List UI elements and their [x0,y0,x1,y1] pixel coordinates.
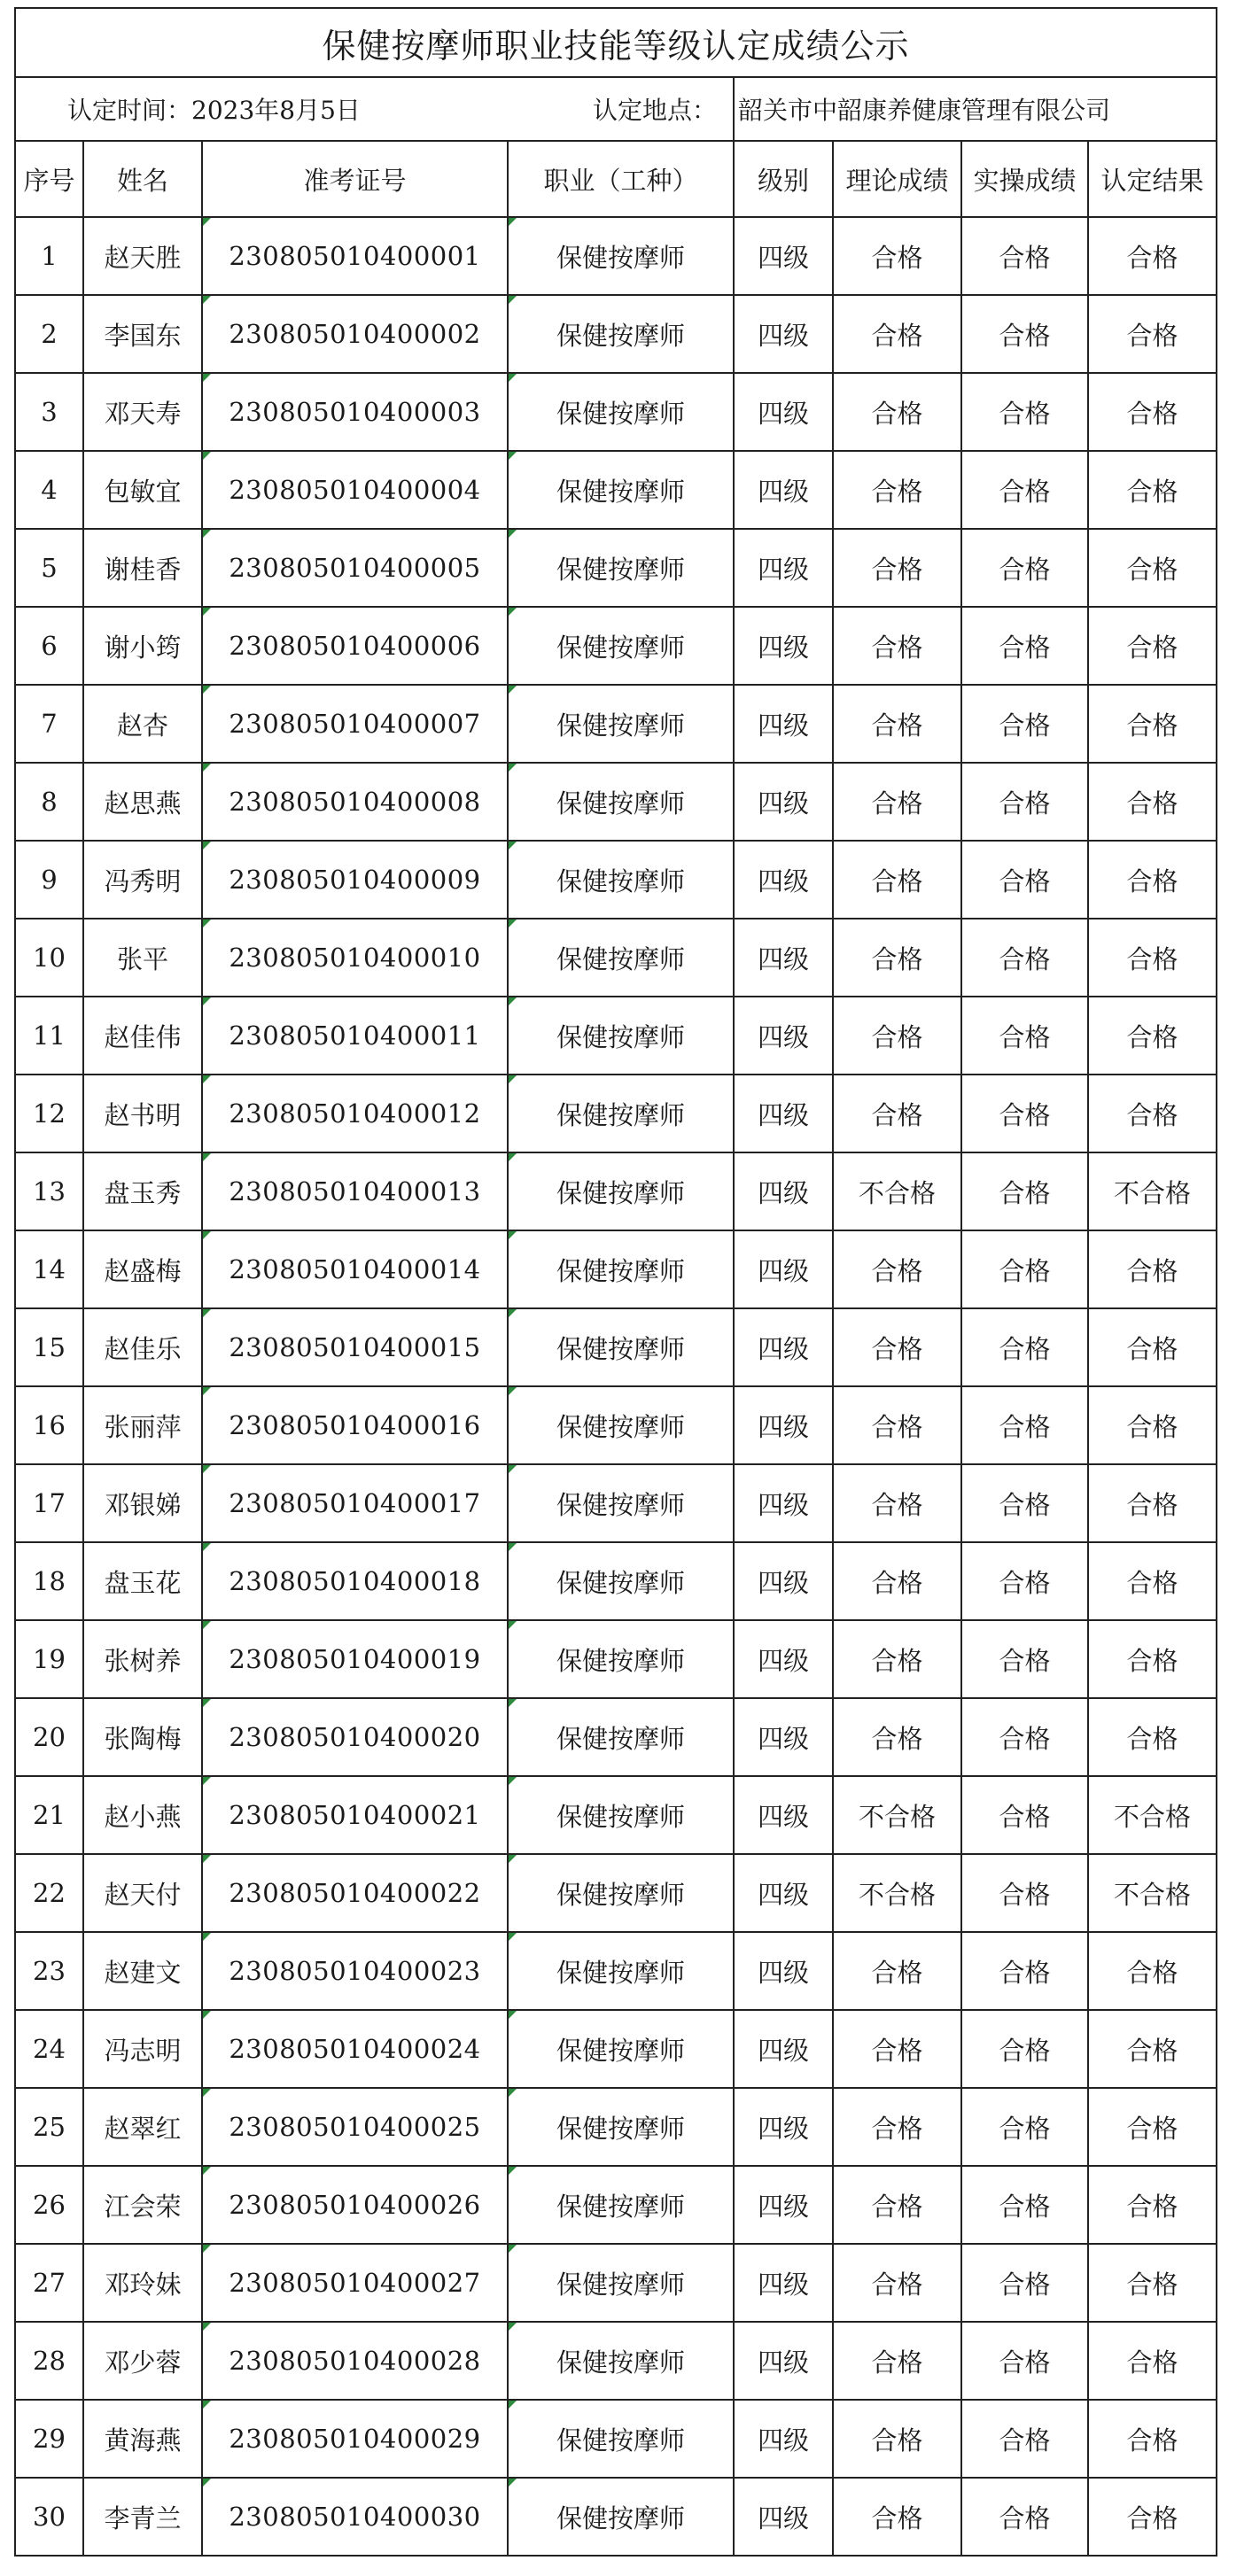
cell-occupation: 保健按摩师 [508,1230,734,1308]
cell-name: 邓银娣 [83,1464,202,1542]
cell-practical-score: 合格 [961,2010,1088,2088]
cell-result: 合格 [1088,607,1217,685]
cell-index: 13 [15,1152,83,1230]
cell-level: 四级 [734,1230,833,1308]
cell-level: 四级 [734,685,833,763]
cell-exam-number: 230805010400013 [202,1152,508,1230]
table-row [15,1542,1217,1620]
cell-exam-number: 230805010400030 [202,2478,508,2556]
cell-level: 四级 [734,2400,833,2478]
header-practical-score: 实操成绩 [961,141,1088,217]
page-title: 保健按摩师职业技能等级认定成绩公示 [15,8,1217,77]
cell-index: 29 [15,2400,83,2478]
cell-name: 黄海燕 [83,2400,202,2478]
cell-theory-score: 合格 [833,2244,961,2322]
cell-practical-score: 合格 [961,1854,1088,1932]
cell-practical-score: 合格 [961,1932,1088,2010]
cell-exam-number: 230805010400028 [202,2322,508,2400]
cell-result: 合格 [1088,997,1217,1075]
cell-practical-score: 合格 [961,1464,1088,1542]
cell-name: 赵翠红 [83,2088,202,2166]
cell-name: 李国东 [83,295,202,373]
cell-occupation: 保健按摩师 [508,607,734,685]
cell-index: 25 [15,2088,83,2166]
cell-exam-number: 230805010400022 [202,1854,508,1932]
cell-exam-number: 230805010400009 [202,841,508,919]
cell-exam-number: 230805010400007 [202,685,508,763]
table-row [15,1698,1217,1776]
cell-practical-score: 合格 [961,1620,1088,1698]
date-value: 2023年8月5日 [191,96,361,125]
cell-exam-number: 230805010400001 [202,217,508,295]
cell-result: 合格 [1088,1542,1217,1620]
cell-index: 1 [15,217,83,295]
cell-index: 5 [15,529,83,607]
table-row [15,2322,1217,2400]
location-label: 认定地点： [593,96,718,125]
cell-practical-score: 合格 [961,373,1088,451]
cell-result: 合格 [1088,2244,1217,2322]
cell-index: 15 [15,1308,83,1386]
cell-occupation: 保健按摩师 [508,2400,734,2478]
cell-practical-score: 合格 [961,1075,1088,1152]
cell-practical-score: 合格 [961,451,1088,529]
cell-result: 合格 [1088,529,1217,607]
cell-name: 邓少蓉 [83,2322,202,2400]
table-row [15,2010,1217,2088]
cell-result: 合格 [1088,2322,1217,2400]
header-index: 序号 [15,141,83,217]
cell-occupation: 保健按摩师 [508,2478,734,2556]
table-row [15,1776,1217,1854]
cell-theory-score: 合格 [833,1308,961,1386]
cell-level: 四级 [734,1932,833,2010]
cell-practical-score: 合格 [961,295,1088,373]
cell-index: 6 [15,607,83,685]
cell-name: 盘玉花 [83,1542,202,1620]
cell-level: 四级 [734,1308,833,1386]
cell-result: 不合格 [1088,1152,1217,1230]
cell-index: 27 [15,2244,83,2322]
cell-practical-score: 合格 [961,1308,1088,1386]
cell-exam-number: 230805010400008 [202,763,508,841]
cell-exam-number: 230805010400006 [202,607,508,685]
cell-name: 谢桂香 [83,529,202,607]
cell-exam-number: 230805010400029 [202,2400,508,2478]
cell-practical-score: 合格 [961,2400,1088,2478]
cell-exam-number: 230805010400002 [202,295,508,373]
cell-result: 合格 [1088,1464,1217,1542]
cell-name: 江会荣 [83,2166,202,2244]
cell-occupation: 保健按摩师 [508,1386,734,1464]
cell-index: 10 [15,919,83,997]
cell-result: 合格 [1088,451,1217,529]
cell-occupation: 保健按摩师 [508,2322,734,2400]
cell-occupation: 保健按摩师 [508,217,734,295]
cell-occupation: 保健按摩师 [508,2244,734,2322]
cell-theory-score: 合格 [833,1075,961,1152]
cell-level: 四级 [734,295,833,373]
cell-theory-score: 合格 [833,529,961,607]
cell-practical-score: 合格 [961,997,1088,1075]
cell-index: 9 [15,841,83,919]
cell-exam-number: 230805010400024 [202,2010,508,2088]
table-row [15,841,1217,919]
cell-name: 张陶梅 [83,1698,202,1776]
cell-theory-score: 合格 [833,1620,961,1698]
cell-result: 合格 [1088,1698,1217,1776]
cell-level: 四级 [734,841,833,919]
cell-result: 合格 [1088,2010,1217,2088]
cell-name: 李青兰 [83,2478,202,2556]
cell-name: 冯秀明 [83,841,202,919]
cell-index: 20 [15,1698,83,1776]
cell-result: 合格 [1088,1230,1217,1308]
cell-level: 四级 [734,2244,833,2322]
date-label: 认定时间： [67,96,192,125]
table-row [15,2400,1217,2478]
cell-theory-score: 合格 [833,841,961,919]
results-table [14,7,1217,2557]
cell-practical-score: 合格 [961,1776,1088,1854]
cell-result: 合格 [1088,2478,1217,2556]
table-row [15,451,1217,529]
cell-name: 赵建文 [83,1932,202,2010]
cell-level: 四级 [734,1386,833,1464]
cell-level: 四级 [734,1464,833,1542]
cell-exam-number: 230805010400027 [202,2244,508,2322]
cell-index: 18 [15,1542,83,1620]
cell-level: 四级 [734,1075,833,1152]
cell-practical-score: 合格 [961,919,1088,997]
cell-level: 四级 [734,1620,833,1698]
cell-name: 赵思燕 [83,763,202,841]
table-row [15,2478,1217,2556]
cell-exam-number: 230805010400020 [202,1698,508,1776]
cell-index: 26 [15,2166,83,2244]
cell-practical-score: 合格 [961,685,1088,763]
cell-exam-number: 230805010400018 [202,1542,508,1620]
cell-practical-score: 合格 [961,217,1088,295]
cell-exam-number: 230805010400015 [202,1308,508,1386]
cell-name: 赵书明 [83,1075,202,1152]
cell-index: 11 [15,997,83,1075]
cell-occupation: 保健按摩师 [508,919,734,997]
cell-name: 赵佳伟 [83,997,202,1075]
cell-theory-score: 不合格 [833,1776,961,1854]
table-row [15,1932,1217,2010]
cell-result: 合格 [1088,295,1217,373]
cell-theory-score: 合格 [833,2088,961,2166]
table-row [15,1854,1217,1932]
cell-index: 4 [15,451,83,529]
header-theory-score: 理论成绩 [833,141,961,217]
table-row [15,2244,1217,2322]
cell-index: 22 [15,1854,83,1932]
cell-exam-number: 230805010400003 [202,373,508,451]
cell-exam-number: 230805010400026 [202,2166,508,2244]
cell-theory-score: 合格 [833,1230,961,1308]
cell-result: 合格 [1088,1386,1217,1464]
cell-level: 四级 [734,2088,833,2166]
cell-level: 四级 [734,1854,833,1932]
cell-theory-score: 不合格 [833,1854,961,1932]
table-row [15,1386,1217,1464]
cell-practical-score: 合格 [961,841,1088,919]
header-result: 认定结果 [1088,141,1217,217]
cell-level: 四级 [734,1698,833,1776]
cell-theory-score: 合格 [833,997,961,1075]
cell-result: 合格 [1088,919,1217,997]
cell-theory-score: 合格 [833,2322,961,2400]
cell-index: 21 [15,1776,83,1854]
cell-practical-score: 合格 [961,2244,1088,2322]
cell-exam-number: 230805010400016 [202,1386,508,1464]
cell-result: 合格 [1088,2166,1217,2244]
cell-theory-score: 合格 [833,763,961,841]
table-row [15,685,1217,763]
cell-occupation: 保健按摩师 [508,685,734,763]
cell-name: 赵小燕 [83,1776,202,1854]
cell-result: 合格 [1088,763,1217,841]
cell-exam-number: 230805010400004 [202,451,508,529]
cell-exam-number: 230805010400012 [202,1075,508,1152]
cell-occupation: 保健按摩师 [508,1542,734,1620]
table-row [15,2166,1217,2244]
cell-occupation: 保健按摩师 [508,451,734,529]
cell-name: 冯志明 [83,2010,202,2088]
cell-practical-score: 合格 [961,1386,1088,1464]
cell-result: 合格 [1088,217,1217,295]
cell-practical-score: 合格 [961,529,1088,607]
cell-exam-number: 230805010400017 [202,1464,508,1542]
cell-theory-score: 合格 [833,685,961,763]
table-row [15,1620,1217,1698]
cell-result: 合格 [1088,685,1217,763]
cell-level: 四级 [734,451,833,529]
cell-occupation: 保健按摩师 [508,841,734,919]
cell-result: 合格 [1088,373,1217,451]
cell-exam-number: 230805010400021 [202,1776,508,1854]
table-row [15,2088,1217,2166]
cell-occupation: 保健按摩师 [508,1932,734,2010]
cell-exam-number: 230805010400025 [202,2088,508,2166]
cell-level: 四级 [734,763,833,841]
cell-theory-score: 合格 [833,373,961,451]
cell-result: 不合格 [1088,1854,1217,1932]
cell-index: 7 [15,685,83,763]
cell-index: 2 [15,295,83,373]
cell-result: 合格 [1088,2400,1217,2478]
cell-index: 3 [15,373,83,451]
cell-occupation: 保健按摩师 [508,763,734,841]
table-row [15,1464,1217,1542]
cell-name: 张树养 [83,1620,202,1698]
cell-level: 四级 [734,529,833,607]
cell-occupation: 保健按摩师 [508,1464,734,1542]
cell-occupation: 保健按摩师 [508,1308,734,1386]
cell-occupation: 保健按摩师 [508,1854,734,1932]
cell-occupation: 保健按摩师 [508,997,734,1075]
cell-occupation: 保健按摩师 [508,2088,734,2166]
table-row [15,1308,1217,1386]
cell-theory-score: 合格 [833,1386,961,1464]
cell-theory-score: 合格 [833,451,961,529]
header-level: 级别 [734,141,833,217]
table-row [15,607,1217,685]
cell-occupation: 保健按摩师 [508,2010,734,2088]
cell-occupation: 保健按摩师 [508,2166,734,2244]
cell-exam-number: 230805010400010 [202,919,508,997]
cell-level: 四级 [734,217,833,295]
cell-level: 四级 [734,2010,833,2088]
cell-occupation: 保健按摩师 [508,529,734,607]
cell-name: 赵盛梅 [83,1230,202,1308]
cell-level: 四级 [734,1542,833,1620]
table-row [15,1230,1217,1308]
table-row [15,529,1217,607]
cell-theory-score: 合格 [833,2400,961,2478]
cell-name: 赵杏 [83,685,202,763]
cell-result: 合格 [1088,1620,1217,1698]
cell-exam-number: 230805010400019 [202,1620,508,1698]
cell-practical-score: 合格 [961,763,1088,841]
cell-occupation: 保健按摩师 [508,373,734,451]
table-header-row [15,141,1217,217]
cell-theory-score: 合格 [833,2166,961,2244]
cell-practical-score: 合格 [961,607,1088,685]
cell-name: 赵天胜 [83,217,202,295]
cell-level: 四级 [734,1152,833,1230]
cell-occupation: 保健按摩师 [508,295,734,373]
cell-name: 包敏宜 [83,451,202,529]
cell-result: 不合格 [1088,1776,1217,1854]
cell-name: 赵佳乐 [83,1308,202,1386]
cell-index: 23 [15,1932,83,2010]
cell-index: 30 [15,2478,83,2556]
cell-name: 盘玉秀 [83,1152,202,1230]
cell-theory-score: 合格 [833,1698,961,1776]
cell-practical-score: 合格 [961,1230,1088,1308]
cell-theory-score: 合格 [833,217,961,295]
table-row [15,1075,1217,1152]
cell-theory-score: 合格 [833,2010,961,2088]
cell-index: 19 [15,1620,83,1698]
cell-theory-score: 不合格 [833,1152,961,1230]
header-occupation: 职业（工种） [508,141,734,217]
location-info [593,77,1217,141]
cell-level: 四级 [734,2166,833,2244]
cell-name: 邓玲妹 [83,2244,202,2322]
cell-practical-score: 合格 [961,1698,1088,1776]
location-value: 韶关市中韶康养健康管理有限公司 [738,96,1111,125]
cell-level: 四级 [734,1776,833,1854]
cell-practical-score: 合格 [961,2322,1088,2400]
cell-theory-score: 合格 [833,295,961,373]
cell-practical-score: 合格 [961,2088,1088,2166]
table-row [15,295,1217,373]
cell-practical-score: 合格 [961,1152,1088,1230]
cell-name: 张平 [83,919,202,997]
cell-practical-score: 合格 [961,1542,1088,1620]
cell-level: 四级 [734,919,833,997]
cell-practical-score: 合格 [961,2478,1088,2556]
cell-theory-score: 合格 [833,607,961,685]
table-row [15,1152,1217,1230]
cell-result: 合格 [1088,2088,1217,2166]
cell-occupation: 保健按摩师 [508,1776,734,1854]
cell-result: 合格 [1088,1932,1217,2010]
table-row [15,997,1217,1075]
cell-theory-score: 合格 [833,1464,961,1542]
table-row [15,373,1217,451]
table-row [15,763,1217,841]
cell-occupation: 保健按摩师 [508,1075,734,1152]
cell-index: 16 [15,1386,83,1464]
cell-level: 四级 [734,2478,833,2556]
cell-theory-score: 合格 [833,919,961,997]
cell-result: 合格 [1088,841,1217,919]
cell-exam-number: 230805010400005 [202,529,508,607]
cell-practical-score: 合格 [961,2166,1088,2244]
header-exam-number: 准考证号 [202,141,508,217]
cell-level: 四级 [734,373,833,451]
cell-result: 合格 [1088,1075,1217,1152]
cell-theory-score: 合格 [833,1932,961,2010]
cell-index: 8 [15,763,83,841]
cell-name: 谢小筠 [83,607,202,685]
cell-occupation: 保健按摩师 [508,1698,734,1776]
cell-exam-number: 230805010400011 [202,997,508,1075]
cell-theory-score: 合格 [833,1542,961,1620]
cell-level: 四级 [734,2322,833,2400]
cell-occupation: 保健按摩师 [508,1620,734,1698]
cell-index: 24 [15,2010,83,2088]
cell-name: 赵天付 [83,1854,202,1932]
cell-level: 四级 [734,607,833,685]
cell-exam-number: 230805010400023 [202,1932,508,2010]
table-row [15,919,1217,997]
cell-name: 张丽萍 [83,1386,202,1464]
table-row [15,217,1217,295]
cell-index: 28 [15,2322,83,2400]
cell-exam-number: 230805010400014 [202,1230,508,1308]
header-name: 姓名 [83,141,202,217]
cell-occupation: 保健按摩师 [508,1152,734,1230]
cell-index: 14 [15,1230,83,1308]
cell-level: 四级 [734,997,833,1075]
cell-name: 邓天寿 [83,373,202,451]
cell-index: 17 [15,1464,83,1542]
cell-theory-score: 合格 [833,2478,961,2556]
cell-result: 合格 [1088,1308,1217,1386]
cell-index: 12 [15,1075,83,1152]
